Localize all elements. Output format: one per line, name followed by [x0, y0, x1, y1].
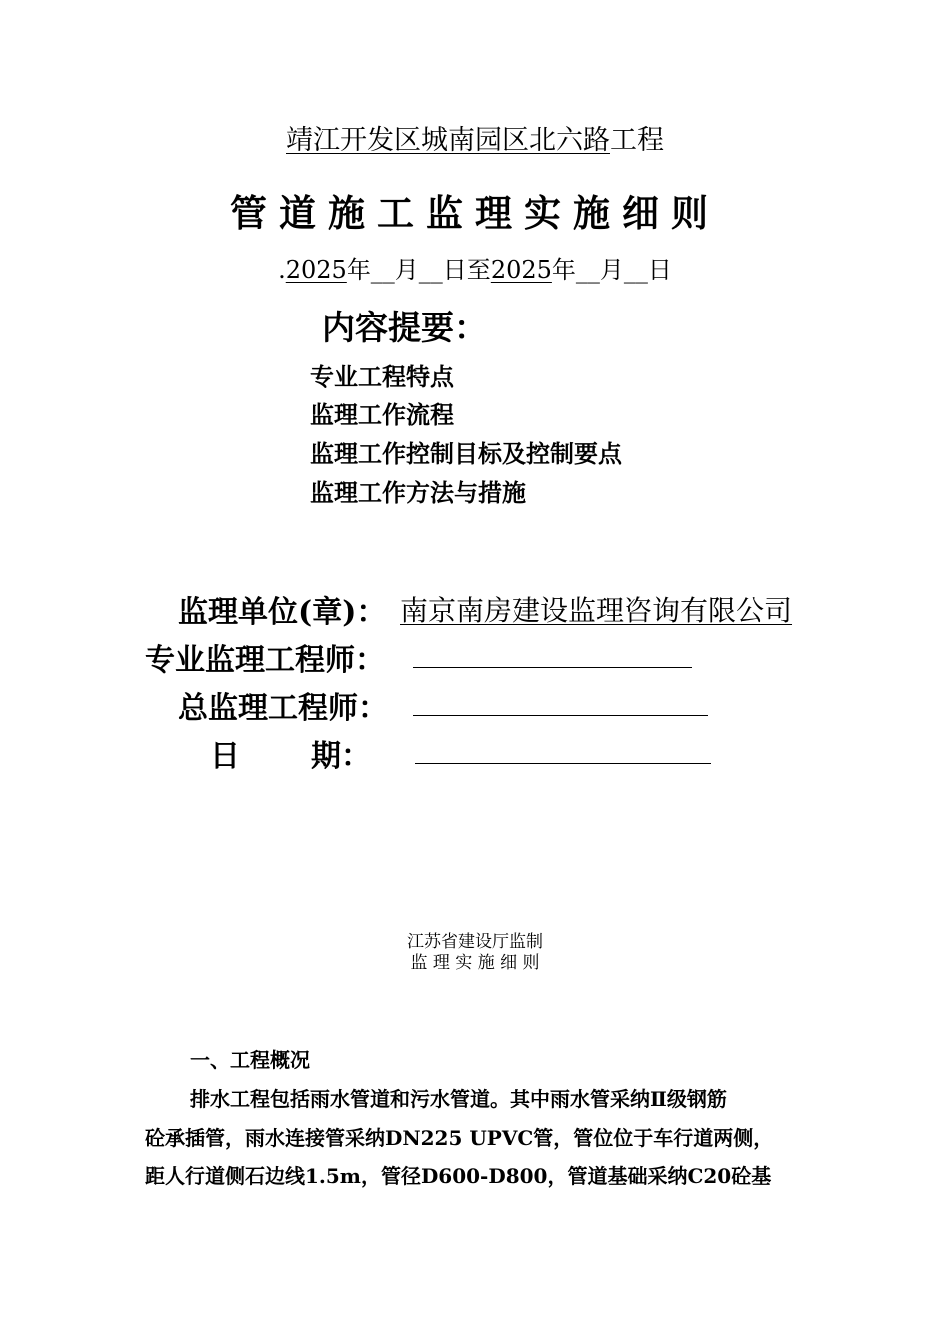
issuer-line: 江苏省建设厅监制	[407, 932, 543, 952]
specialist-engineer-label: 专业监理工程师：	[145, 643, 385, 678]
document-type-line: 监 理 实 施 细 则	[410, 953, 540, 973]
date-label-second: 期：	[311, 739, 371, 774]
contents-item: 专业工程特点	[310, 362, 454, 391]
paragraph-line: 距人行道侧石边线1.5m，管径D600-D800，管道基础采纳C20砼基	[145, 1164, 772, 1188]
date-prefix: .	[278, 256, 286, 284]
supervision-unit-label: 监理单位(章)：	[178, 595, 387, 630]
project-title	[0, 118, 950, 157]
document-title: 管道施工监理实施细则	[230, 191, 720, 235]
specialist-engineer-signature-line	[413, 667, 692, 668]
end-year: 2025	[490, 256, 552, 284]
end-date-rest: 年__月__日	[551, 256, 672, 284]
contents-item: 监理工作方法与措施	[310, 478, 526, 507]
date-label-first: 日	[210, 739, 240, 774]
contents-item: 监理工作流程	[310, 400, 454, 429]
date-range	[0, 250, 950, 285]
paragraph-line: 排水工程包括雨水管道和污水管道。其中雨水管采纳Ⅱ级钢筋	[190, 1087, 727, 1111]
section-heading: 一、工程概况	[190, 1048, 310, 1072]
start-date-rest: 年__月__日至	[346, 256, 491, 284]
paragraph-line: 砼承插管，雨水连接管采纳DN225 UPVC管，管位位于车行道两侧，	[145, 1126, 774, 1150]
project-suffix: 工程	[610, 125, 664, 156]
supervision-unit-value: 南京南房建设监理咨询有限公司	[400, 594, 793, 627]
chief-engineer-label: 总监理工程师：	[178, 691, 388, 726]
date-signature-line	[415, 763, 711, 764]
chief-engineer-signature-line	[413, 715, 708, 716]
start-year: 2025	[285, 256, 347, 284]
contents-heading: 内容提要：	[322, 308, 487, 347]
project-name: 靖江开发区城南园区北六路	[286, 125, 610, 156]
contents-item: 监理工作控制目标及控制要点	[310, 439, 622, 468]
